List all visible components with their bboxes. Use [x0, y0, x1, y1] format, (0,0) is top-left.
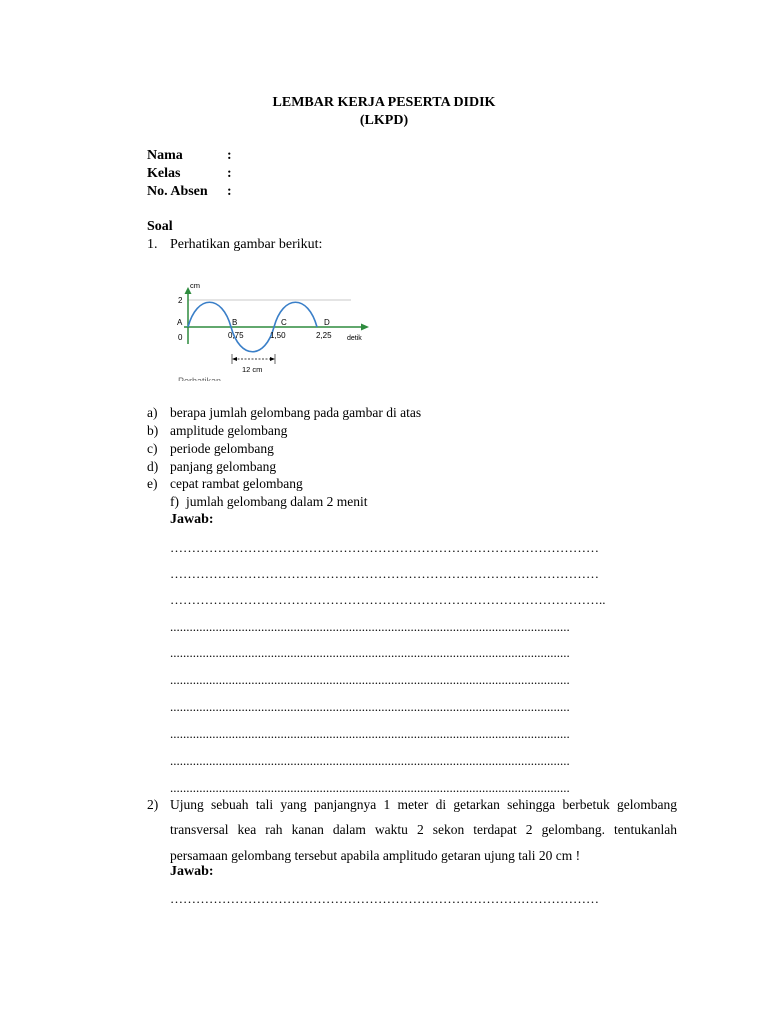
q2-answer-label: Jawab:	[170, 864, 214, 879]
q1-answer-line: ...........................................................................................................................	[170, 780, 570, 795]
wavelength-measure-label: 12 cm	[242, 365, 263, 374]
point-c-label: C	[281, 318, 287, 327]
x-unit-label: detik	[347, 335, 362, 342]
q1-answer-line: ………………………………………………………………………………………..	[170, 592, 606, 607]
item-c-marker: c)	[147, 441, 158, 456]
item-a-text: berapa jumlah gelombang pada gambar di atas	[170, 405, 422, 420]
q1-answer-line: ...........................................................................................................................	[170, 726, 570, 741]
x-tick-075: 0,75	[228, 331, 244, 340]
name-colon: :	[227, 148, 232, 163]
item-b-text: amplitude gelombang	[170, 423, 288, 438]
q1-number: 1.	[147, 237, 158, 252]
worksheet-subtitle: (LKPD)	[359, 113, 409, 128]
absen-colon: :	[227, 184, 232, 199]
q1-answer-line: ...........................................................................................................................	[170, 645, 570, 660]
wave-figure	[166, 278, 386, 388]
item-d-text: panjang gelombang	[170, 459, 277, 474]
q1-answer-line: ...........................................................................................................................	[170, 753, 570, 768]
x-tick-150: 1,50	[270, 331, 286, 340]
item-e-marker: e)	[147, 476, 158, 491]
y-unit-label: cm	[190, 281, 200, 290]
q2-number: 2)	[147, 797, 159, 812]
item-c-text: periode gelombang	[170, 441, 274, 456]
point-d-label: D	[324, 318, 330, 327]
origin-label: 0	[178, 333, 183, 342]
q1-answer-line: ...........................................................................................................................	[170, 672, 570, 687]
caption-crop-mask	[166, 381, 386, 388]
q1-text: Perhatikan gambar berikut:	[170, 237, 323, 252]
q2-text-line-2: transversal kea rah kanan dalam waktu 2 sekon terdapat 2 gelombang. tentukanlah	[170, 822, 677, 837]
soal-heading: Soal	[147, 219, 173, 234]
item-f-text: jumlah gelombang dalam 2 menit	[186, 494, 368, 509]
point-b-label: B	[232, 318, 238, 327]
item-a-marker: a)	[147, 405, 158, 420]
item-f-marker: f)	[170, 494, 179, 509]
item-e-text: cepat rambat gelombang	[170, 476, 303, 491]
q2-text-line-1: Ujung sebuah tali yang panjangnya 1 meter di getarkan sehingga berbetuk gelombang	[170, 797, 677, 812]
q1-answer-line: ...........................................................................................................................	[170, 699, 570, 714]
item-d-marker: d)	[147, 459, 159, 474]
q1-answer-line: ...........................................................................................................................	[170, 619, 570, 634]
class-colon: :	[227, 166, 232, 181]
q1-answer-label: Jawab:	[170, 512, 214, 527]
x-tick-225: 2,25	[316, 331, 332, 340]
item-b-marker: b)	[147, 423, 159, 438]
name-label: Nama	[147, 148, 183, 163]
measure-arrow-right	[270, 357, 275, 361]
q1-answer-line: ………………………………………………………………………………………	[170, 566, 599, 581]
class-label: Kelas	[147, 166, 181, 181]
q2-answer-line: ………………………………………………………………………………………	[170, 891, 599, 906]
worksheet-title: LEMBAR KERJA PESERTA DIDIK	[272, 95, 496, 110]
absen-label: No. Absen	[147, 184, 208, 199]
point-a-label: A	[177, 318, 183, 327]
x-axis-arrow	[361, 324, 369, 331]
measure-arrow-left	[232, 357, 237, 361]
q1-answer-line: ………………………………………………………………………………………	[170, 540, 599, 555]
y-tick-label: 2	[178, 296, 183, 305]
q2-text-line-3: persamaan gelombang tersebut apabila amplitudo getaran ujung tali 20 cm !	[170, 848, 581, 863]
